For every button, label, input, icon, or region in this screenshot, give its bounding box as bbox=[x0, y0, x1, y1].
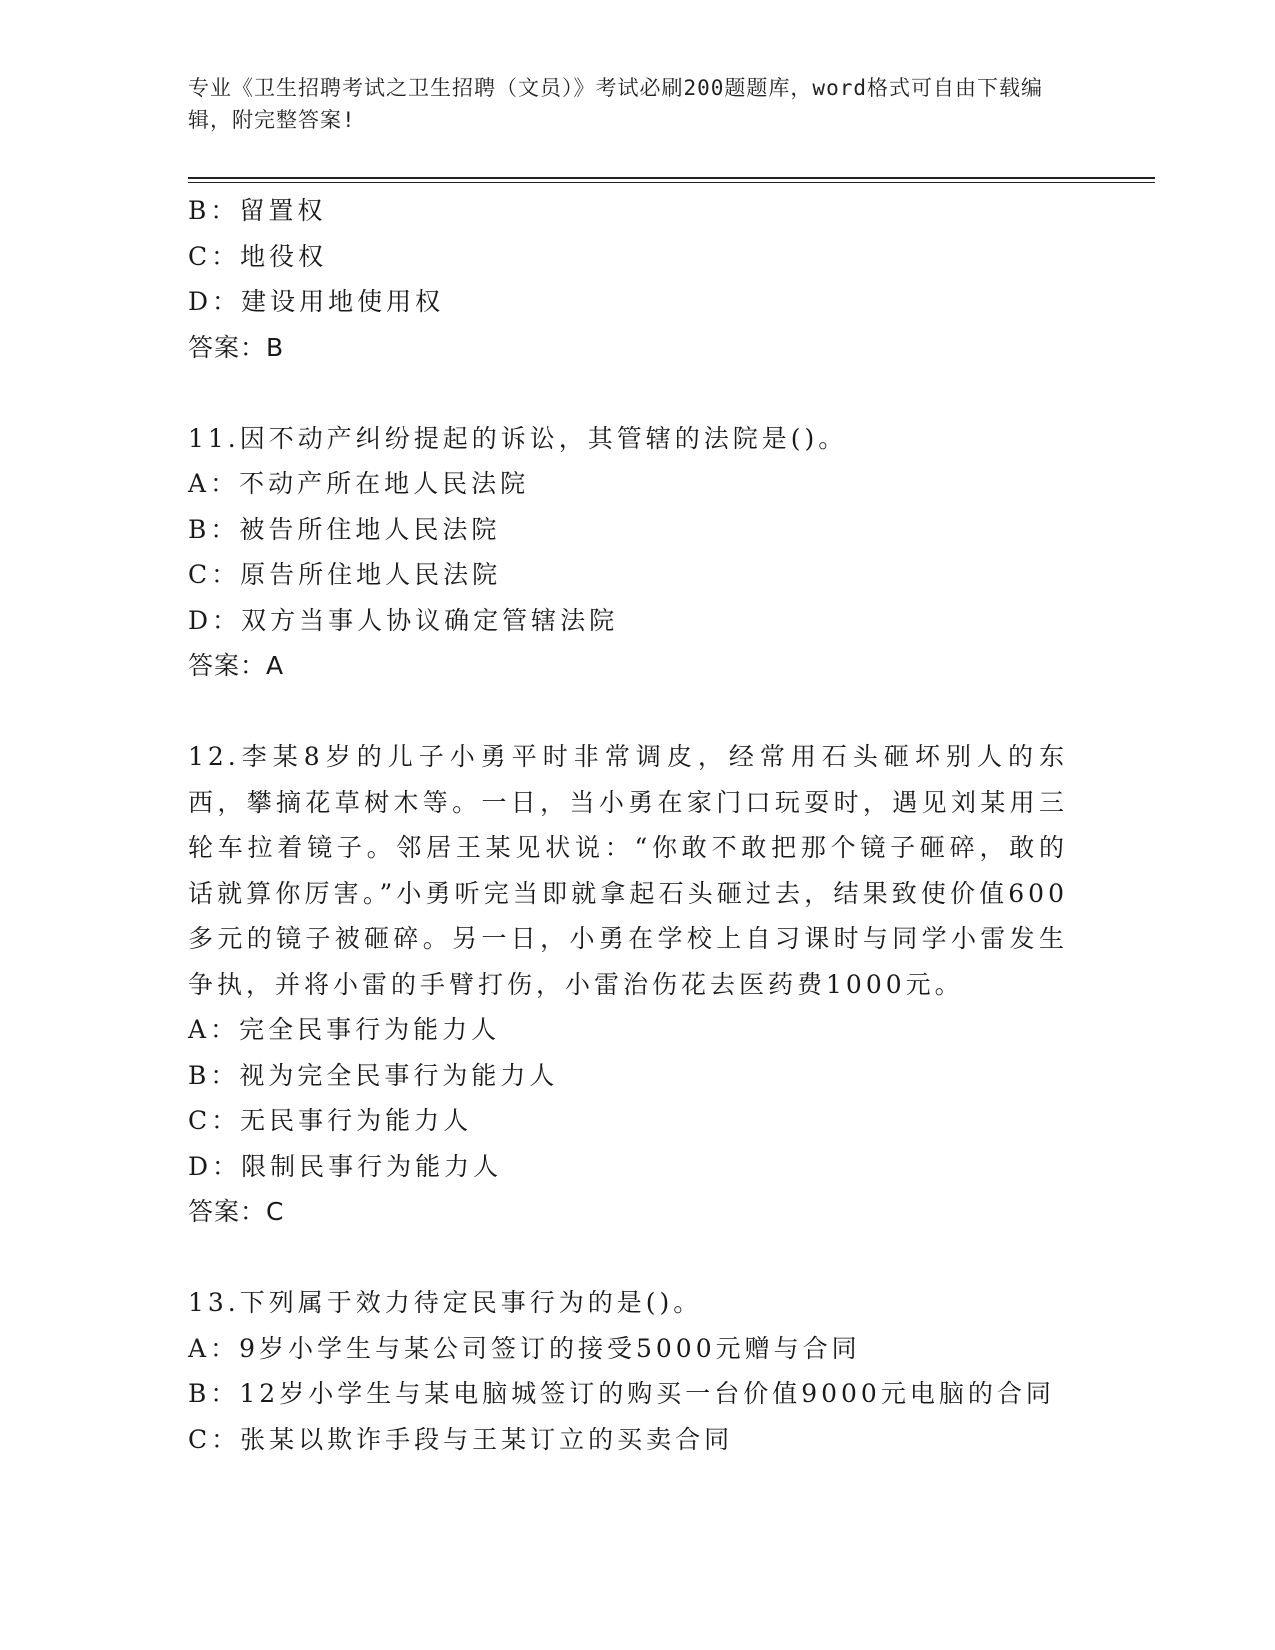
option-letter: A bbox=[188, 469, 211, 498]
option-line: A：9岁小学生与某公司签订的接受5000元赠与合同 bbox=[188, 1333, 861, 1363]
option-text: 不动产所在地人民法院 bbox=[239, 469, 530, 498]
spacer bbox=[188, 370, 1068, 416]
answer-label: 答案： bbox=[188, 1197, 267, 1226]
answer-value: C bbox=[266, 1197, 285, 1226]
question-content bbox=[188, 188, 1068, 1462]
option-text: 双方当事人协议确定管辖法院 bbox=[241, 605, 619, 635]
header-divider-thin bbox=[188, 182, 1155, 183]
spacer bbox=[188, 689, 1068, 735]
option-text: 张某以欺诈手段与王某订立的买卖合同 bbox=[240, 1424, 734, 1454]
option-line: B：视为完全民事行为能力人 bbox=[188, 1060, 559, 1090]
option-text: 原告所住地人民法院 bbox=[240, 560, 502, 589]
option-text: 留置权 bbox=[239, 196, 327, 225]
option-letter: D bbox=[188, 287, 213, 316]
answer-line bbox=[188, 643, 1068, 689]
option-line: C：地役权 bbox=[188, 241, 328, 271]
option-line: C：张某以欺诈手段与王某订立的买卖合同 bbox=[188, 1424, 734, 1454]
option-text: 9岁小学生与某公司签订的接受5000元赠与合同 bbox=[239, 1333, 861, 1363]
option-letter: A bbox=[188, 1015, 211, 1044]
option-line: C：无民事行为能力人 bbox=[188, 1106, 473, 1135]
option-line: B：留置权 bbox=[188, 196, 327, 225]
option-line: B：被告所住地人民法院 bbox=[188, 514, 501, 544]
option-letter: D bbox=[188, 605, 213, 635]
option-line: A：完全民事行为能力人 bbox=[188, 1015, 501, 1044]
option-letter: B bbox=[188, 1060, 211, 1090]
option-text: 完全民事行为能力人 bbox=[239, 1015, 501, 1044]
option-text: 被告所住地人民法院 bbox=[239, 514, 501, 544]
option-letter: B bbox=[188, 196, 211, 225]
option-letter: C bbox=[188, 560, 212, 589]
option-text: 无民事行为能力人 bbox=[240, 1106, 473, 1135]
option-line: C：原告所住地人民法院 bbox=[188, 560, 502, 589]
option-letter: C bbox=[188, 1424, 212, 1454]
option-letter: C bbox=[188, 1106, 212, 1135]
spacer bbox=[188, 1235, 1068, 1281]
option-letter: A bbox=[188, 1333, 211, 1363]
option-line: B：12岁小学生与某电脑城签订的购买一台价值9000元电脑的合同 bbox=[188, 1379, 1055, 1408]
question-stem: 12.李某8岁的儿子小勇平时非常调皮，经常用石头砸坏别人的东西，攀摘花草树木等。一日，当小勇在家门口玩耍时，遇见刘某用三轮车拉着镜子。邻居王某见状说：“你敢不敢把那个镜子砸碎，敢的话就算你厉害。”小勇听完当即就拿起石头砸过去，结果致使价值600多元的镜子被砸碎。另一日，小勇在学校上自习课时与同学小雷发生争执，并将小雷的手臂打伤，小雷治伤花去医药费1000元。 bbox=[188, 742, 1068, 999]
option-letter: B bbox=[188, 514, 211, 544]
option-text: 12岁小学生与某电脑城签订的购买一台价值9000元电脑的合同 bbox=[239, 1379, 1055, 1408]
header-divider-thick bbox=[188, 177, 1155, 179]
option-text: 地役权 bbox=[240, 241, 328, 271]
answer-label: 答案： bbox=[188, 332, 267, 362]
answer-line bbox=[188, 1189, 1068, 1235]
answer-line bbox=[188, 325, 1068, 371]
option-letter: D bbox=[188, 1151, 213, 1181]
answer-value: B bbox=[266, 332, 285, 362]
document-header: 专业《卫生招聘考试之卫生招聘（文员）》考试必刷200题题库，word格式可自由下载编辑，附完整答案! bbox=[188, 76, 1043, 132]
option-text: 限制民事行为能力人 bbox=[241, 1151, 503, 1181]
option-letter: C bbox=[188, 241, 212, 271]
answer-value: A bbox=[266, 651, 285, 680]
answer-label: 答案： bbox=[188, 651, 267, 680]
option-line: A：不动产所在地人民法院 bbox=[188, 469, 530, 498]
question-stem: 13.下列属于效力待定民事行为的是()。 bbox=[188, 1288, 703, 1317]
option-line: D：建设用地使用权 bbox=[188, 287, 445, 316]
option-text: 视为完全民事行为能力人 bbox=[239, 1060, 559, 1090]
option-line: D：限制民事行为能力人 bbox=[188, 1151, 503, 1181]
option-letter: B bbox=[188, 1379, 211, 1408]
question-stem: 11.因不动产纠纷提起的诉讼，其管辖的法院是()。 bbox=[188, 423, 848, 453]
option-text: 建设用地使用权 bbox=[241, 287, 445, 316]
option-line: D：双方当事人协议确定管辖法院 bbox=[188, 605, 619, 635]
